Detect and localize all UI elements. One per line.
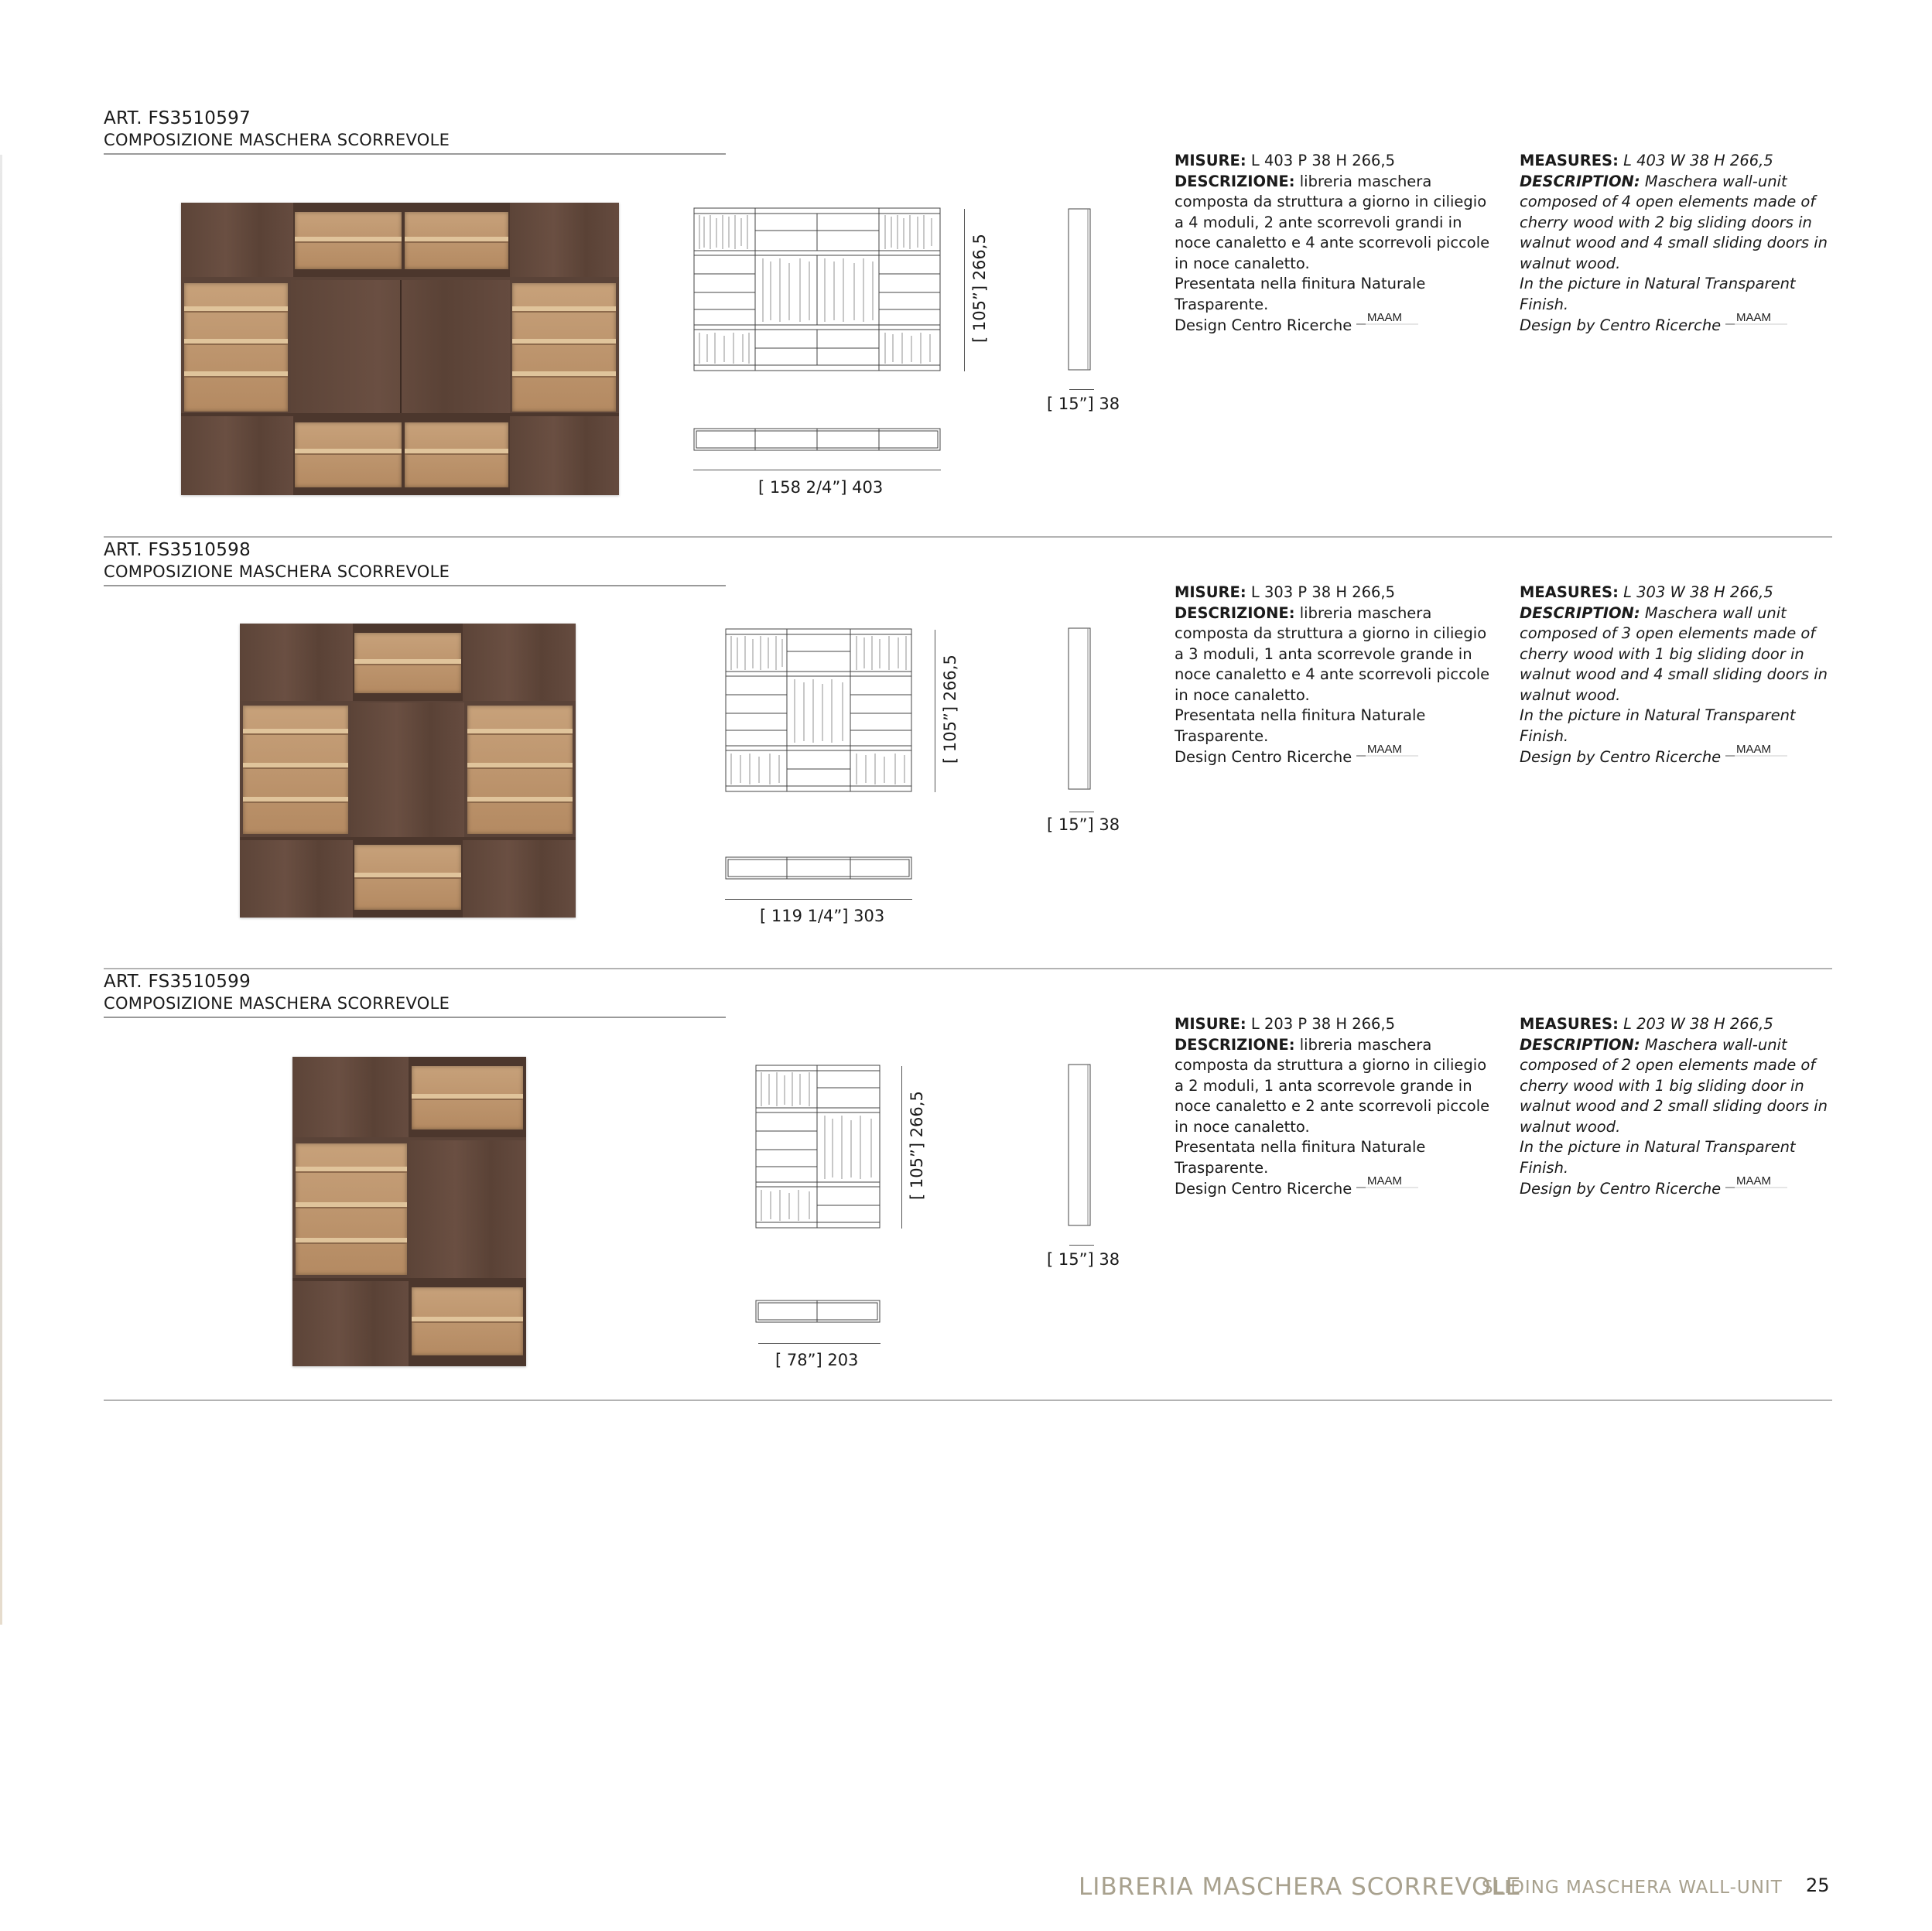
depth-dimension-line xyxy=(1069,1245,1094,1246)
finish-text: Presentata nella finitura Naturale Trasparente. xyxy=(1175,275,1426,313)
product-photo xyxy=(240,624,576,918)
description-text: Maschera wall unit composed of 3 open elements made of cherry wood with 1 big sliding door in walnut wood and 4 small sliding doors in walnut wood. xyxy=(1520,603,1828,704)
side-view-drawing xyxy=(1068,1064,1094,1231)
page-number: 25 xyxy=(1806,1875,1830,1896)
width-dimension-line xyxy=(758,1343,881,1344)
finish-text: In the picture in Natural Transparent Finish. xyxy=(1520,1138,1796,1177)
depth-dimension: [ 15”] 38 xyxy=(1047,1250,1120,1269)
design-credit: Design by Centro Ricerche xyxy=(1520,1180,1722,1198)
footer-subtitle: SLIDING MASCHERA WALL-UNIT xyxy=(1482,1878,1783,1898)
product-photo xyxy=(292,1057,526,1366)
product-photo xyxy=(181,203,619,495)
plan-view-drawing xyxy=(755,1300,881,1328)
measures-label: MISURE: xyxy=(1175,583,1246,601)
depth-dimension-line xyxy=(1069,389,1094,390)
design-credit: Design Centro Ricerche xyxy=(1175,1180,1352,1198)
page-footer xyxy=(1079,1873,1832,1904)
svg-text:MAAM: MAAM xyxy=(1367,312,1403,324)
measures-value: L 203 W 38 H 266,5 xyxy=(1618,1015,1773,1033)
description-english xyxy=(1520,1014,1837,1200)
measures-label: MISURE: xyxy=(1175,1015,1246,1033)
front-view-drawing xyxy=(725,628,912,795)
finish-text: In the picture in Natural Transparent Finish. xyxy=(1520,706,1796,745)
height-dimension-line xyxy=(901,1066,902,1229)
article-code: ART. FS3510598 xyxy=(104,540,251,560)
finish-text: In the picture in Natural Transparent Finish. xyxy=(1520,275,1796,313)
height-dimension-line xyxy=(964,209,965,371)
description-italian xyxy=(1175,583,1492,768)
measures-label: MEASURES: xyxy=(1520,152,1619,169)
measures-value: L 403 P 38 H 266,5 xyxy=(1246,152,1396,169)
heading-underline xyxy=(104,153,726,155)
depth-dimension: [ 15”] 38 xyxy=(1047,395,1120,413)
measures-label: MISURE: xyxy=(1175,152,1246,169)
maam-logo xyxy=(1725,1175,1781,1194)
width-dimension: [ 78”] 203 xyxy=(775,1351,859,1369)
svg-text:MAAM: MAAM xyxy=(1367,743,1403,756)
section-divider xyxy=(104,536,1832,538)
measures-value: L 403 W 38 H 266,5 xyxy=(1618,152,1773,169)
article-code: ART. FS3510597 xyxy=(104,108,251,128)
section-divider xyxy=(104,968,1832,969)
side-view-drawing xyxy=(1068,208,1094,375)
side-view-drawing xyxy=(1068,627,1094,795)
svg-text:MAAM: MAAM xyxy=(1736,1175,1772,1188)
description-text: libreria maschera composta da struttura a giorno in ciliegio a 3 moduli, 1 anta scorrevole grande in noce canaletto e 4 ante scorrevoli piccole in noce canaletto. xyxy=(1175,603,1490,704)
height-dimension: [ 105”] 266,5 xyxy=(908,1091,926,1200)
measures-label: MEASURES: xyxy=(1520,583,1619,601)
maam-logo xyxy=(1725,743,1781,762)
description-text: Maschera wall-unit composed of 2 open elements made of cherry wood with 1 big sliding door in walnut wood and 2 small sliding doors in walnut wood. xyxy=(1520,1035,1828,1136)
composition-title: COMPOSIZIONE MASCHERA SCORREVOLE xyxy=(104,994,450,1013)
heading-underline xyxy=(104,585,726,586)
page-edge-rule xyxy=(0,155,2,1625)
description-label: DESCRIPTION: xyxy=(1520,1035,1640,1054)
finish-text: Presentata nella finitura Naturale Trasparente. xyxy=(1175,706,1426,745)
width-dimension: [ 119 1/4”] 303 xyxy=(760,907,885,925)
product-section-3 xyxy=(104,972,1832,1401)
description-english xyxy=(1520,583,1837,768)
measures-value: L 303 W 38 H 266,5 xyxy=(1618,583,1773,601)
maam-logo xyxy=(1356,312,1412,330)
design-credit: Design by Centro Ricerche xyxy=(1520,748,1722,766)
description-text: libreria maschera composta da struttura a giorno in ciliegio a 4 moduli, 2 ante scorrevoli grandi in noce canaletto e 4 ante scorrevoli piccole in noce canaletto. xyxy=(1175,172,1490,272)
description-label: DESCRIZIONE: xyxy=(1175,172,1295,190)
height-dimension: [ 105”] 266,5 xyxy=(941,654,959,764)
svg-text:MAAM: MAAM xyxy=(1736,312,1772,324)
plan-view-drawing xyxy=(693,428,941,456)
design-credit: Design Centro Ricerche xyxy=(1175,748,1352,766)
maam-logo xyxy=(1356,1175,1412,1194)
plan-view-drawing xyxy=(725,856,912,884)
front-view-drawing xyxy=(755,1065,881,1232)
svg-text:MAAM: MAAM xyxy=(1367,1175,1403,1188)
description-label: DESCRIPTION: xyxy=(1520,172,1640,190)
description-label: DESCRIPTION: xyxy=(1520,603,1640,622)
description-label: DESCRIZIONE: xyxy=(1175,1035,1295,1054)
front-view-drawing xyxy=(693,207,941,374)
svg-text:MAAM: MAAM xyxy=(1736,743,1772,756)
depth-dimension: [ 15”] 38 xyxy=(1047,815,1120,834)
width-dimension-line xyxy=(725,899,912,900)
maam-logo xyxy=(1356,743,1412,762)
description-label: DESCRIZIONE: xyxy=(1175,603,1295,622)
measures-value: L 203 P 38 H 266,5 xyxy=(1246,1015,1396,1033)
description-english xyxy=(1520,151,1837,337)
footer-title: LIBRERIA MASCHERA SCORREVOLE xyxy=(1079,1873,1522,1901)
description-italian xyxy=(1175,151,1492,337)
design-credit: Design Centro Ricerche xyxy=(1175,316,1352,334)
description-text: Maschera wall-unit composed of 4 open elements made of cherry wood with 2 big sliding doors in walnut wood and 4 small sliding doors in walnut wood. xyxy=(1520,172,1828,272)
height-dimension: [ 105”] 266,5 xyxy=(970,234,989,343)
finish-text: Presentata nella finitura Naturale Trasparente. xyxy=(1175,1138,1426,1177)
product-section-1 xyxy=(104,108,1832,538)
heading-underline xyxy=(104,1017,726,1018)
measures-label: MEASURES: xyxy=(1520,1015,1619,1033)
width-dimension: [ 158 2/4”] 403 xyxy=(758,478,884,497)
design-credit: Design by Centro Ricerche xyxy=(1520,316,1722,334)
description-text: libreria maschera composta da struttura a giorno in ciliegio a 2 moduli, 1 anta scorrevole grande in noce canaletto e 2 ante scorrevoli piccole in noce canaletto. xyxy=(1175,1035,1490,1136)
measures-value: L 303 P 38 H 266,5 xyxy=(1246,583,1396,601)
composition-title: COMPOSIZIONE MASCHERA SCORREVOLE xyxy=(104,131,450,149)
article-code: ART. FS3510599 xyxy=(104,972,251,992)
section-divider xyxy=(104,1400,1832,1401)
product-section-2 xyxy=(104,540,1832,969)
description-italian xyxy=(1175,1014,1492,1200)
composition-title: COMPOSIZIONE MASCHERA SCORREVOLE xyxy=(104,562,450,581)
maam-logo xyxy=(1725,312,1781,330)
